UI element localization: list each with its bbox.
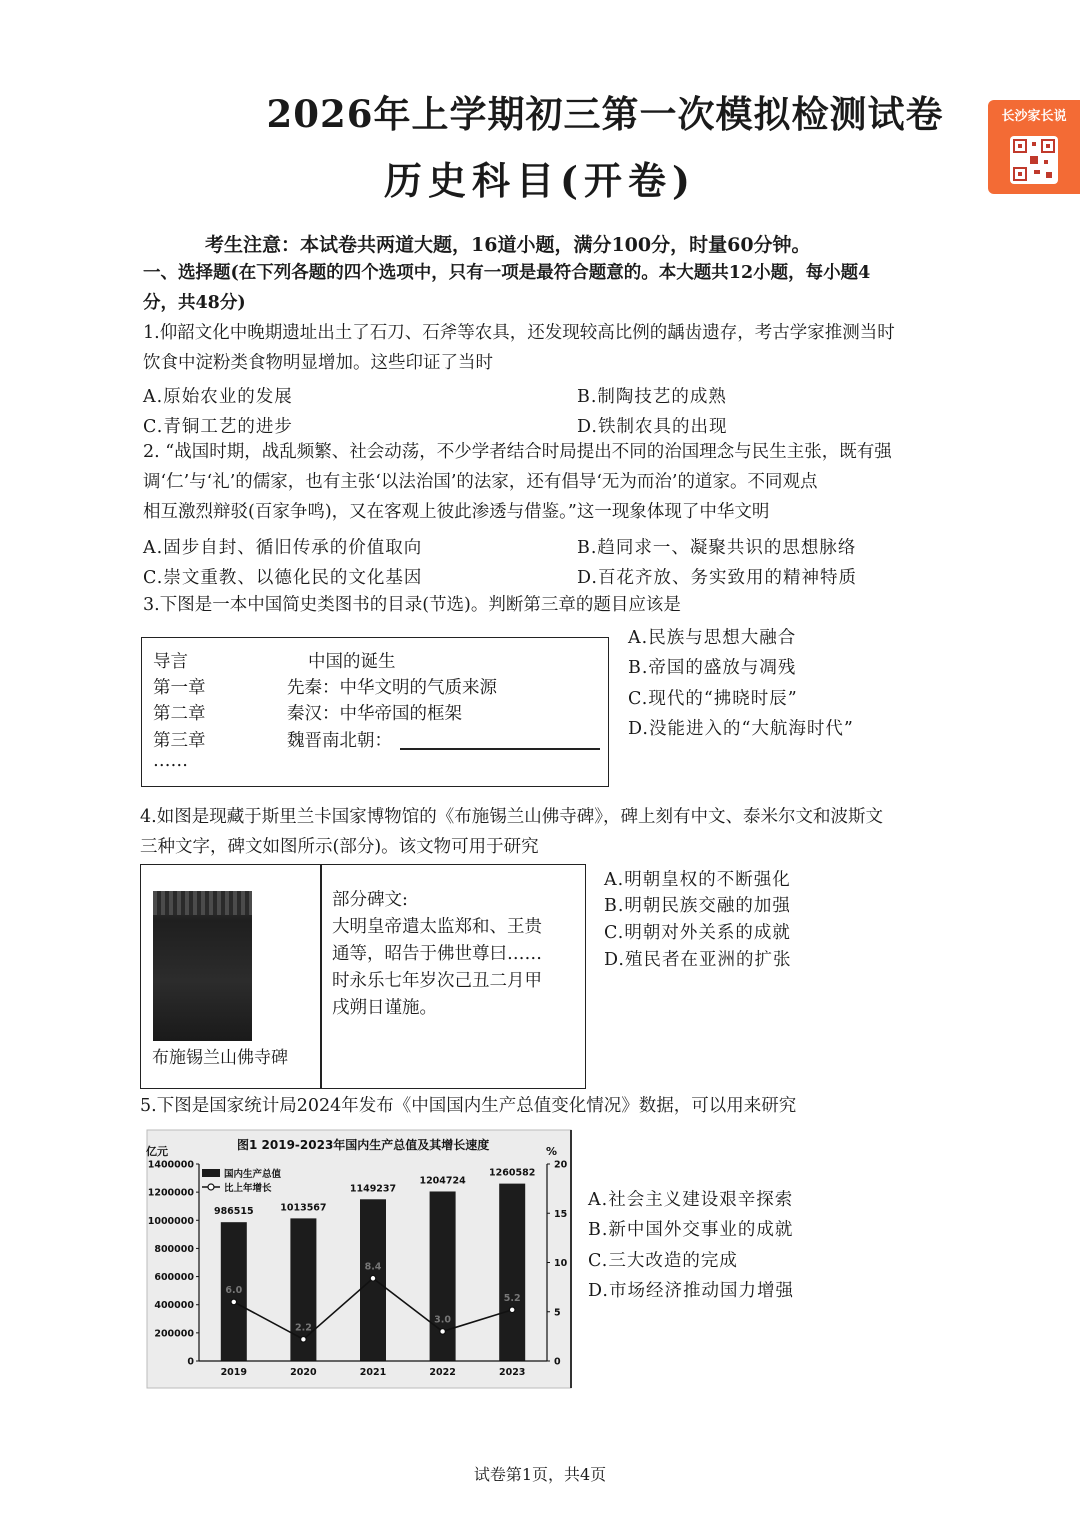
q2-stem-line1: 2. “战国时期，战乱频繁、社会动荡，不少学者结合时局提出不同的治国理念与民生主张，既有强 bbox=[143, 442, 892, 462]
q5-option-a: A.社会主义建设艰辛探索 bbox=[588, 1190, 794, 1210]
q2-option-c: C.崇文重教、以德化民的文化基因 bbox=[143, 568, 423, 588]
growth-data-label: 3.0 bbox=[434, 1314, 452, 1326]
q4-stem-line1: 4.如图是现藏于斯里兰卡国家博物馆的《布施锡兰山佛寺碑》，碑上刻有中文、泰米尔文和波斯文 bbox=[140, 807, 883, 827]
y2-tick-label: 5 bbox=[554, 1307, 561, 1319]
toc-chapter: 导言 bbox=[153, 652, 188, 672]
y-tick-label: 0 bbox=[187, 1356, 194, 1368]
q4-stem-line2: 三种文字，碑文如图所示(部分)。该文物可用于研究 bbox=[140, 837, 539, 857]
gdp-bar bbox=[499, 1184, 525, 1361]
qr-code-icon bbox=[1010, 136, 1058, 184]
y-tick-label: 1400000 bbox=[147, 1159, 194, 1171]
toc-chapter: 第三章 bbox=[153, 731, 206, 751]
q3-stem: 3.下图是一本中国简史类图书的目录(节选)。判断第三章的题目应该是 bbox=[143, 595, 681, 615]
inscription-line: 通等，昭告于佛世尊曰…… bbox=[332, 944, 542, 964]
q2-stem-line2: 调‘仁’与‘礼’的儒家，也有主张‘以法治国’的法家，还有倡导‘无为而治’的道家。不同观点 bbox=[143, 472, 818, 492]
toc-answer-blank bbox=[400, 748, 600, 750]
legend-bar-swatch bbox=[202, 1169, 220, 1177]
y-tick-label: 400000 bbox=[154, 1300, 194, 1312]
toc-title: 先秦：中华文明的气质来源 bbox=[287, 678, 497, 698]
exam-notice: 考生注意：本试卷共两道大题，16道小题，满分100分，时量60分钟。 bbox=[205, 234, 811, 256]
growth-data-label: 5.2 bbox=[503, 1292, 521, 1304]
inscription-line: 戌朔日谨施。 bbox=[332, 998, 437, 1018]
legend-line-marker bbox=[208, 1184, 214, 1190]
q5-option-c: C.三大改造的完成 bbox=[588, 1251, 738, 1271]
legend-bar-label: 国内生产总值 bbox=[224, 1169, 282, 1180]
x-tick-label: 2023 bbox=[498, 1367, 526, 1378]
toc-chapter: 第一章 bbox=[153, 678, 206, 698]
stele-inscription bbox=[332, 887, 542, 1022]
q1-option-c: C.青铜工艺的进步 bbox=[143, 417, 293, 437]
x-tick-label: 2021 bbox=[359, 1367, 387, 1378]
q3-option-b: B.帝国的盛放与凋残 bbox=[628, 658, 797, 678]
q1-stem-line1: 1.仰韶文化中晚期遗址出土了石刀、石斧等农具，还发现较高比例的龋齿遗存，考古学家推测当时 bbox=[143, 323, 895, 343]
legend-line-label: 比上年增长 bbox=[224, 1183, 272, 1194]
y-tick-label: 1000000 bbox=[147, 1215, 194, 1227]
bar-data-label: 1204724 bbox=[419, 1175, 466, 1187]
x-tick-label: 2020 bbox=[290, 1367, 317, 1378]
q1-option-b: B.制陶技艺的成熟 bbox=[577, 387, 727, 407]
q2-stem-line3: 相互激烈辩驳(百家争鸣)，又在客观上彼此渗透与借鉴。”这一现象体现了中华文明 bbox=[143, 502, 770, 522]
gdp-chart bbox=[142, 1128, 574, 1390]
y-tick-label: 200000 bbox=[154, 1328, 194, 1340]
chart-y-axis-label: 亿元 bbox=[146, 1145, 168, 1158]
bar-data-label: 1013567 bbox=[280, 1202, 327, 1214]
y2-tick-label: 0 bbox=[554, 1356, 561, 1368]
q1-option-a: A.原始农业的发展 bbox=[143, 387, 293, 407]
toc-title: 秦汉：中华帝国的框架 bbox=[287, 704, 462, 724]
y-tick-label: 600000 bbox=[154, 1272, 194, 1284]
stele-image bbox=[153, 891, 252, 1041]
q5-option-b: B.新中国外交事业的成就 bbox=[588, 1220, 794, 1240]
toc-ellipsis: …… bbox=[153, 751, 188, 771]
inscription-line: 大明皇帝遣太监郑和、王贵 bbox=[332, 917, 542, 937]
chart-title: 图1 2019-2023年国内生产总值及其增长速度 bbox=[237, 1138, 490, 1152]
q4-stele-figure bbox=[140, 864, 586, 1089]
q2-option-d: D.百花齐放、务实致用的精神特质 bbox=[577, 568, 857, 588]
exam-title: 2026年上学期初三第一次模拟检测试卷 bbox=[266, 92, 944, 136]
toc-title: 魏晋南北朝： bbox=[287, 731, 392, 751]
badge-text: 长沙家长说 bbox=[1001, 109, 1067, 124]
stele-caption: 布施锡兰山佛寺碑 bbox=[152, 1048, 288, 1068]
qr-badge bbox=[988, 100, 1080, 194]
q1-option-d: D.铁制农具的出现 bbox=[577, 417, 728, 437]
section1-heading-line1: 一、选择题(在下列各题的四个选项中，只有一项是最符合题意的。本大题共12小题，每小题4 bbox=[143, 263, 871, 283]
page-footer: 试卷第1页，共4页 bbox=[473, 1465, 607, 1484]
q4-option-b: B.明朝民族交融的加强 bbox=[604, 896, 791, 916]
gdp-bar bbox=[430, 1191, 456, 1361]
section1-heading-line2: 分，共48分) bbox=[143, 293, 246, 313]
q4-option-d: D.殖民者在亚洲的扩张 bbox=[604, 950, 792, 970]
q4-option-a: A.明朝皇权的不断强化 bbox=[604, 870, 791, 890]
x-tick-label: 2019 bbox=[220, 1367, 248, 1378]
q5-option-d: D.市场经济推动国力增强 bbox=[588, 1281, 794, 1301]
exam-subtitle: 历史科目(开卷) bbox=[384, 158, 696, 203]
y-tick-label: 1200000 bbox=[147, 1187, 194, 1199]
growth-point bbox=[440, 1329, 446, 1335]
growth-data-label: 8.4 bbox=[364, 1261, 382, 1273]
growth-data-label: 2.2 bbox=[294, 1322, 312, 1334]
growth-point bbox=[370, 1275, 376, 1281]
q5-stem: 5.下图是国家统计局2024年发布《中国国内生产总值变化情况》数据，可以用来研究 bbox=[140, 1096, 797, 1116]
chart-y2-axis-label: % bbox=[546, 1145, 558, 1158]
figure-divider bbox=[320, 865, 322, 1088]
y-tick-label: 800000 bbox=[154, 1243, 194, 1255]
q3-option-c: C.现代的“拂晓时辰” bbox=[628, 689, 798, 709]
x-tick-label: 2022 bbox=[429, 1367, 456, 1378]
growth-point bbox=[231, 1299, 237, 1305]
q2-option-a: A.固步自封、循旧传承的价值取向 bbox=[143, 538, 423, 558]
y2-tick-label: 10 bbox=[554, 1258, 568, 1269]
q2-option-b: B.趋同求一、凝聚共识的思想脉络 bbox=[577, 538, 857, 558]
bar-data-label: 1260582 bbox=[489, 1167, 536, 1179]
bar-data-label: 1149237 bbox=[349, 1183, 397, 1195]
toc-title: 中国的诞生 bbox=[308, 652, 396, 672]
inscription-line: 部分碑文: bbox=[332, 890, 408, 910]
q3-option-d: D.没能进入的“大航海时代” bbox=[628, 719, 854, 739]
bar-data-label: 986515 bbox=[213, 1206, 254, 1218]
growth-point bbox=[509, 1307, 515, 1313]
y2-tick-label: 15 bbox=[554, 1208, 568, 1220]
growth-data-label: 6.0 bbox=[225, 1284, 243, 1296]
q3-table-of-contents bbox=[141, 637, 609, 787]
growth-point bbox=[301, 1337, 307, 1343]
inscription-line: 时永乐七年岁次己丑二月甲 bbox=[332, 971, 542, 991]
q3-option-a: A.民族与思想大融合 bbox=[628, 628, 797, 648]
q1-stem-line2: 饮食中淀粉类食物明显增加。这些印证了当时 bbox=[143, 353, 493, 373]
toc-chapter: 第二章 bbox=[153, 704, 206, 724]
q4-option-c: C.明朝对外关系的成就 bbox=[604, 923, 791, 943]
y2-tick-label: 20 bbox=[554, 1159, 568, 1171]
